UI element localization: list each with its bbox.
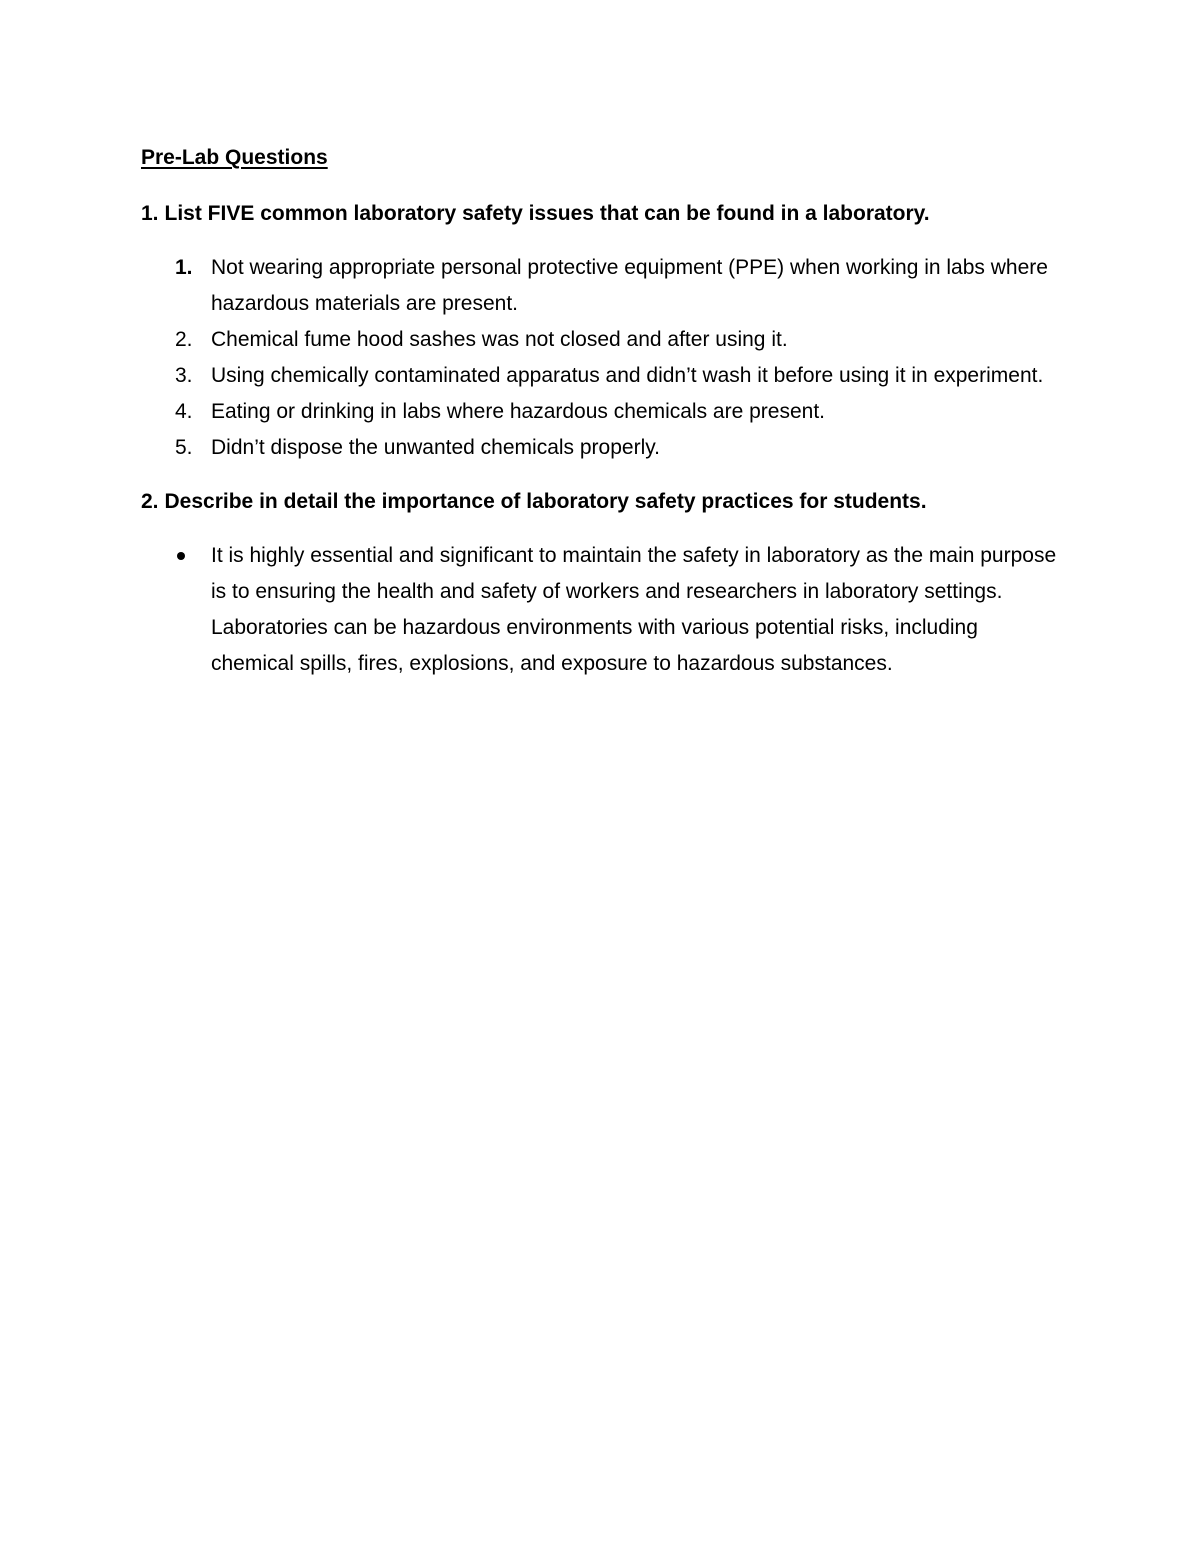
question-2 [141, 484, 1061, 520]
list-item-text: Using chemically contaminated apparatus and didn’t wash it before using it in experiment. [211, 364, 1044, 387]
list-item-text: Eating or drinking in labs where hazardous chemicals are present. [211, 400, 825, 423]
list-number: 3. [175, 364, 193, 387]
list-item-text: Not wearing appropriate personal protective equipment (PPE) when working in labs where hazardous materials are present. [211, 256, 1048, 315]
list-item [141, 430, 1061, 466]
list-number: 1. [175, 256, 193, 279]
list-item [141, 394, 1061, 430]
question-number: 1. [141, 202, 159, 225]
document-title: Pre-Lab Questions [141, 146, 328, 169]
list-item-text: Chemical fume hood sashes was not closed and after using it. [211, 328, 788, 351]
list-number: 5. [175, 436, 193, 459]
question-1 [141, 196, 1061, 232]
list-number: 2. [175, 328, 193, 351]
document-body [141, 140, 1061, 700]
bullet-icon [177, 552, 185, 560]
question-number: 2. [141, 490, 159, 513]
list-number: 4. [175, 400, 193, 423]
answer-list-1 [141, 250, 1061, 466]
list-item [141, 358, 1061, 394]
question-text: List FIVE common laboratory safety issues that can be found in a laboratory. [164, 202, 930, 225]
list-item [141, 322, 1061, 358]
answer-list-2 [141, 538, 1061, 682]
list-item-text: It is highly essential and significant to maintain the safety in laboratory as the main purpose is to ensuring the health and safety of workers and researchers in laboratory settings. Laboratories can be hazardous environments with various potential risks, including chemical spills, fires, explosions, and exposure to hazardous substances. [211, 544, 1057, 675]
list-item [141, 538, 1061, 682]
list-item-text: Didn’t dispose the unwanted chemicals properly. [211, 436, 661, 459]
question-text: Describe in detail the importance of laboratory safety practices for students. [164, 490, 927, 513]
list-item [141, 250, 1061, 322]
